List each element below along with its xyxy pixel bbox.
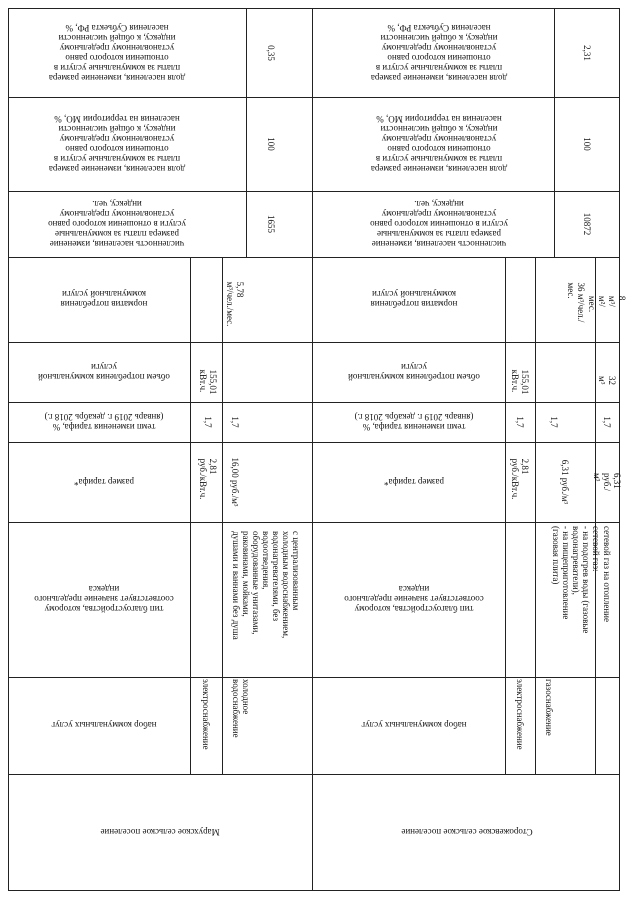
cell-type-water-left: с централизованным холодным водоснабжением, водонагревателями, без водоотведения, оборудованные унитазами, раковинами, мойками, душами и ваннами без душа (231, 531, 301, 640)
cell-rate-electric-left: 1,7 (203, 416, 213, 428)
cell-service-water-left: холодное водоснабжение (231, 679, 251, 738)
header-population-r: численность населения, изменение размера платы за коммунальные услуги в отношении которого равно установленному предельному индексу, чел. (370, 199, 508, 249)
value-share-mo-right: 100 (582, 137, 592, 151)
cell-service-electric-right: электроснабжение (515, 679, 525, 750)
cell-type-heating-right: сетевой газ на отопление (602, 526, 612, 622)
header-rate-r: темп изменения тарифа, % (январь 2019 г. декабрь 2018 г.) (354, 412, 474, 432)
cell-rate-water-left: 1,7 (230, 416, 240, 428)
cell-volume-electric-left: 155,01 кВт.ч. (198, 369, 218, 395)
cell-service-electric-left: электроснабжение (201, 679, 211, 750)
header-rate: темп изменения тарифа, % (январь 2019 г. декабрь 2018 г.) (44, 412, 164, 432)
header-share-mo: доля населения, изменение размера платы за коммунальные услуги в отношении которого равно установленному предельному индексу, к общей численности населения на территории МО, % (48, 114, 186, 174)
header-share-subject: доля населения, изменение размера платы за коммунальные услуги в отношении которого равно установленному предельному индексу, к общей численности населения Субъекта РФ, % (48, 23, 186, 83)
value-share-mo-left: 100 (266, 137, 276, 151)
row-divider (9, 774, 619, 775)
row-divider (9, 342, 619, 343)
cell-norm-gas-right: 36 м³/чел./мес. (566, 282, 586, 323)
cell-tariff-heating-right: 6,31 руб./м³ (592, 472, 622, 492)
header-tariff: размер тарифа* (73, 477, 135, 487)
header-norm-r: норматив потребления коммунальной услуги (370, 289, 458, 309)
cell-type-gas-right: сетевой газ: - на подогрев воды (газовые водонагреватели), - на пищеприготовление (газовая плита) (551, 526, 601, 634)
cell-rate-gas-right: 1,7 (549, 416, 559, 428)
header-type: тип благоустройства, которому соответствует значение предельного индекса (34, 584, 174, 614)
row-divider (9, 257, 619, 258)
header-share-mo-r: доля населения, изменение размера платы за коммунальные услуги в отношении которого равно установленному предельному индексу, к общей численности населения на территории МО, % (370, 114, 508, 174)
cell-rate-heating-right: 1,7 (602, 416, 612, 428)
row-divider (9, 191, 619, 192)
cell-rate-electric-right: 1,7 (515, 416, 525, 428)
column-divider (505, 257, 506, 774)
value-share-subject-left: 0,35 (266, 45, 276, 61)
value-population-left: 1655 (266, 215, 276, 233)
cell-tariff-gas-right: 6,31 руб./м³ (560, 459, 570, 505)
column-divider (554, 9, 555, 257)
cell-volume-electric-right: 155,01 кВт.ч. (510, 369, 530, 395)
header-tariff-r: размер тарифа* (383, 477, 445, 487)
row-divider (9, 522, 619, 523)
value-share-subject-right: 2,31 (582, 45, 592, 61)
cell-norm-heating-right: 8 м³/м²/мес. (587, 295, 627, 313)
column-divider (535, 257, 536, 774)
header-norm: норматив потребления коммунальной услуги (60, 289, 148, 309)
value-population-right: 10872 (582, 212, 592, 236)
header-volume-r: объем потребления коммунальной услуги (348, 362, 480, 382)
cell-tariff-electric-left: 2,81 руб./кВт.ч. (198, 458, 218, 500)
column-divider (222, 257, 223, 774)
cell-tariff-water-left: 16,00 руб./м³ (230, 457, 240, 507)
settlement-name-right: Сторожевское сельское поселение (401, 827, 533, 837)
settlement-name-left: Марухское сельское поселение (100, 827, 220, 837)
tariff-table (8, 8, 627, 891)
cell-service-gas-right: газоснабжение (544, 679, 554, 736)
column-divider (246, 9, 247, 257)
row-divider (9, 402, 619, 403)
row-divider (9, 97, 619, 98)
row-divider (9, 677, 619, 678)
header-type-r: тип благоустройства, которому соответствует значение предельного индекса (344, 584, 484, 614)
header-volume: объем потребления коммунальной услуги (38, 362, 170, 382)
header-set-r: набор коммунальных услуг (361, 720, 467, 730)
header-share-subject-r: доля населения, изменение размера платы за коммунальные услуги в отношении которого равно установленному предельному индексу, к общей численности населения Субъекта РФ, % (370, 23, 508, 83)
cell-tariff-electric-right: 2,81 руб./кВт.ч. (510, 458, 530, 500)
cell-norm-water-left: 5,78 м³/чел./мес. (225, 281, 245, 327)
block-divider (312, 9, 313, 891)
row-divider (9, 442, 619, 443)
header-set: набор коммунальных услуг (51, 720, 157, 730)
column-divider (190, 257, 191, 774)
column-divider (595, 257, 596, 774)
cell-volume-heating-right: 32 м³ (597, 376, 617, 385)
header-population: численность населения, изменение размера платы за коммунальные услуги в отношении которого равно установленному предельному индексу, чел. (48, 199, 186, 249)
